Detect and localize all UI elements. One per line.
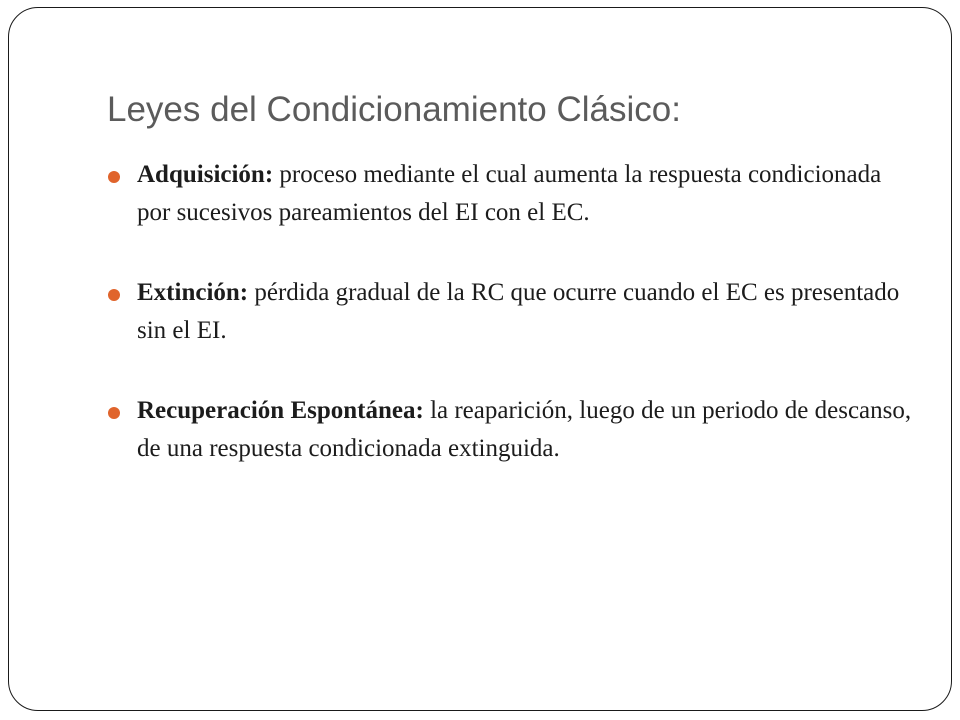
bullet-text: proceso mediante el cual aumenta la respuesta condicionada por sucesivos pareamientos del EI con el EC. [137, 161, 882, 226]
bullet-dot-icon [108, 407, 120, 419]
slide-title: Leyes del Condicionamiento Clásico: [107, 90, 681, 129]
bullet-term: Adquisición: [137, 161, 274, 188]
bullet-item-adquisicion [108, 156, 913, 232]
bullet-dot-icon [108, 171, 120, 183]
bullet-list [108, 156, 913, 468]
bullet-item-recuperacion [108, 392, 913, 468]
bullet-term: Recuperación Espontánea: [137, 397, 424, 424]
bullet-dot-icon [108, 289, 120, 301]
bullet-item-extincion [108, 274, 913, 350]
bullet-text: pérdida gradual de la RC que ocurre cuando el EC es presentado sin el EI. [137, 279, 900, 344]
bullet-text: la reaparición, luego de un periodo de descanso, de una respuesta condicionada extinguida. [137, 397, 912, 462]
bullet-term: Extinción: [137, 279, 249, 306]
